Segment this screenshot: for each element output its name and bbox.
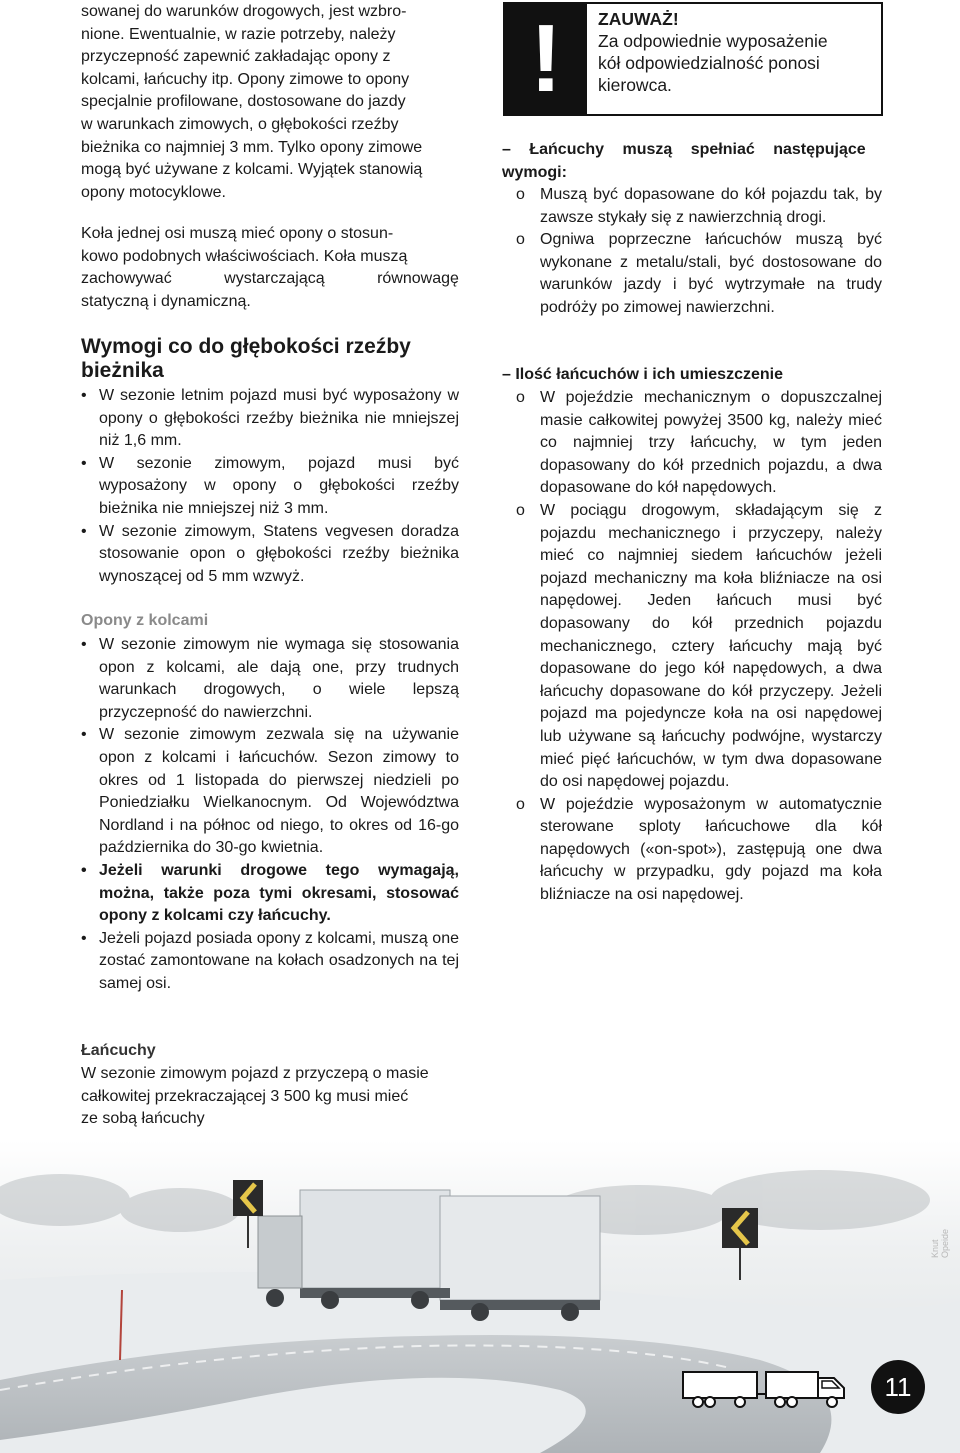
chains-requirements-heading-line: wymogi: — [502, 163, 567, 181]
warning-line: kół odpowiedzialność ponosi — [598, 53, 820, 73]
intro-paragraph — [81, 1, 459, 204]
axle-line-text: zachowywać wystarczającą równowagę — [81, 270, 459, 288]
axle-line: statyczną i dynamiczną. — [81, 292, 251, 310]
intro-line: sowanej do warunków drogowych, jest wzbro- — [81, 3, 407, 20]
chains-requirements-heading-line: – Łańcuchy muszą spełniać następujące — [502, 141, 866, 158]
chains-paragraph — [81, 1063, 459, 1131]
list-item: • Jeżeli pojazd posiada opony z kolcami, muszą one zostać zamontowane na kołach osadzonych na tej samej osi. — [81, 928, 459, 996]
warning-box — [503, 2, 883, 116]
intro-line: opony motocyklowe. — [81, 183, 226, 201]
bullet-o: o — [516, 186, 525, 203]
list-item-text: W pociągu drogowym, składającym się z pojazdu mechanicznego i przyczepy, należy mieć co najmniej siedem łańcuchów jeżeli pojazd mechaniczny ma koła bliźniacze na osi napędowej. Jeden łańcuch musi być dopasowany do kół przednich pojazdu mechanicznego, cztery łańcuchy mają być dopasowane do jego kół napędowych, a dwa łańcuchy dopasowane do kół przyczepy. Jeżeli pojazd ma pojedyncze koła na osi napędowej lub używane są łańcuchy podwójne, wystarczy mieć pięć łańcuchów, w tym dwa dopasowane do osi napędowej pojazdu. — [540, 501, 882, 791]
tread-list — [81, 385, 459, 588]
list-item: • W sezonie zimowym zezwala się na używanie opon z kolcami i łańcuchów. Sezon zimowy to okres od 1 listopada do pierwszej niedzieli po Poniedziałku Wielkanocnym. Od Województwa Nordland i na północ od niego, to okres od 16-go października do 30-go kwietnia. — [81, 724, 459, 860]
list-item — [502, 229, 882, 319]
tread-heading-line: Wymogi co do głębokości rzeźby — [81, 335, 411, 358]
list-item — [502, 387, 882, 500]
list-item: • W sezonie zimowym, pojazd musi być wyposażony w opony o głębokości rzeźby bieżnika nie mniejszej niż 3 mm. — [81, 453, 459, 521]
truck-with-trailer-icon — [680, 1368, 850, 1412]
studs-heading: Opony z kolcami — [81, 612, 209, 629]
tread-heading — [81, 335, 459, 383]
list-item-text: Muszą być dopasowane do kół pojazdu tak, by zawsze stykały się z nawierzchnią drogi. — [540, 186, 882, 226]
chains-line: całkowitej przekraczającej 3 500 kg musi mieć — [81, 1087, 409, 1105]
intro-line: kolcami, łańcuchy itp. Opony zimowe to opony — [81, 70, 410, 88]
warning-line: kierowca. — [598, 75, 672, 95]
list-item-text: W pojeździe mechanicznym o dopuszczalnej masie całkowitej powyżej 3500 kg, należy mieć co najmniej trzy łańcuchy, w tym jeden dopasowany do kół przednich pojazdu, a dwa dopasowane do kół napędowych. — [540, 389, 882, 497]
warning-text — [598, 8, 878, 96]
photo-credit: Knut Opeide — [930, 1228, 950, 1258]
exclamation-icon: ! — [505, 4, 587, 114]
chains-requirements-heading — [502, 139, 882, 184]
warning-title: ZAUWAŻ! — [598, 9, 679, 29]
intro-line: nione. Ewentualnie, w razie potrzeby, należy — [81, 25, 396, 43]
intro-line: przyczepność zapewnić zakładając opony z — [81, 48, 391, 66]
bullet-o: o — [516, 389, 525, 406]
axle-paragraph — [81, 223, 459, 313]
list-item: • Jeżeli warunki drogowe tego wymagają, można, także poza tymi okresami, stosować opony z kolcami czy łańcuchy. — [81, 860, 459, 928]
intro-line: w warunkach zimowych, o głębokości rzeźby — [81, 115, 399, 133]
chains-line: ze sobą łańcuchy — [81, 1110, 205, 1128]
tread-heading-line: bieżnika — [81, 359, 164, 382]
intro-line: bieżnika co najmniej 3 mm. Tylko opony zimowe — [81, 138, 423, 156]
chains-heading: Łańcuchy — [81, 1042, 156, 1059]
list-item — [502, 500, 882, 794]
bullet-o: o — [516, 795, 525, 813]
intro-line: specjalnie profilowane, dostosowane do jazdy — [81, 93, 406, 111]
axle-line: kowo podobnych właściwościach. Koła muszą — [81, 247, 408, 265]
bullet-o: o — [516, 231, 525, 249]
page-number: 11 — [871, 1360, 925, 1414]
bullet-o: o — [516, 501, 525, 519]
chains-count-list — [502, 387, 882, 907]
studs-list — [81, 634, 459, 996]
list-item-text: Ogniwa poprzeczne łańcuchów muszą być wykonane z metalu/stali, być dostosowane do warunków jazdy i być wytrzymałe na trudy podróży po zimowej nawierzchni. — [540, 231, 882, 316]
axle-line: Koła jednej osi muszą mieć opony o stosun- — [81, 225, 394, 242]
warning-line: Za odpowiednie wyposażenie — [598, 31, 828, 51]
list-item: • W sezonie zimowym nie wymaga się stosowania opon z kolcami, ale dają one, przy trudnych warunkach drogowych, o wiele lepszą przyczepność do nawierzchni. — [81, 634, 459, 724]
intro-line: mogą być używane z kolcami. Wyjątek stanowią — [81, 161, 423, 179]
chains-count-heading: – Ilość łańcuchów i ich umieszczenie — [502, 366, 783, 383]
list-item: • W sezonie letnim pojazd musi być wyposażony w opony o głębokości rzeźby bieżnika nie mniejszej niż 1,6 mm. — [81, 385, 459, 453]
list-item — [502, 794, 882, 907]
axle-line — [81, 268, 459, 291]
chains-line: W sezonie zimowym pojazd z przyczepą o masie — [81, 1065, 429, 1082]
list-item: • W sezonie zimowym, Statens vegvesen doradza stosowanie opon o głębokości rzeźby bieżnika wynoszącej od 5 mm wzwyż. — [81, 521, 459, 589]
chains-requirements-list — [502, 184, 882, 320]
list-item — [502, 184, 882, 229]
list-item-text: W pojeździe wyposażonym w automatycznie sterowane sploty łańcuchowe dla kół napędowych («on-spot»), zastępują one dwa łańcuchy w przypadku, gdy pojazd ma koła bliźniacze na osi napędowej. — [540, 795, 882, 904]
